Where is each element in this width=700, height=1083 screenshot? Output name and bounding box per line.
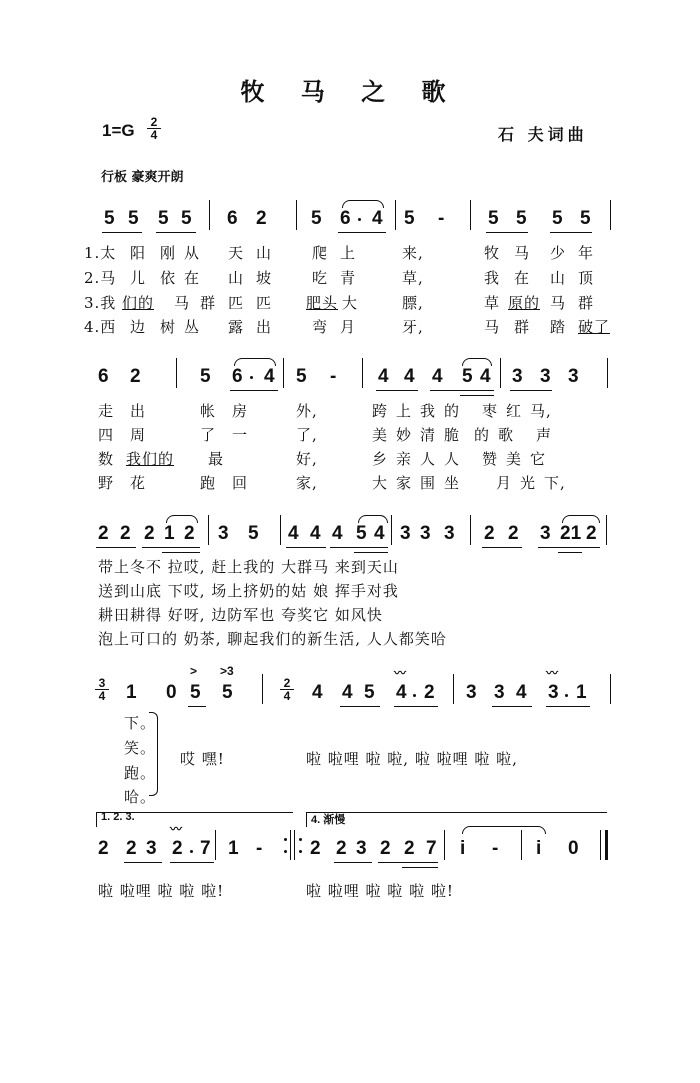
note: 4 [372,208,383,229]
note: 6 [98,366,109,387]
lyrics-verse-4-line-1: 4.西 边 树 丛 露 出 弯 月 牙, 马 群 踏 破了 [84,318,611,336]
note: 3 [540,366,551,387]
tempo-marking: 行板 豪爽开朗 [101,170,184,185]
lyrics-verse-1-line-1: 1.太 阳 刚 从 天 山 爬 上 来, 牧 马 少 年 [84,244,595,262]
note: 0 [166,682,177,703]
lyrics-verse-3-line-3: 耕田耕得 好呀, 边防军也 夸奖它 如风快 [98,606,383,624]
note: 4 [378,366,389,387]
note: 2 [484,523,495,544]
note: 4 [396,682,407,703]
note: 4 [432,366,443,387]
lyrics-verse-1-line-2: 走 出 帐 房 外, 跨 上 我 的 枣 红 马, [98,402,552,420]
note: 3 [466,682,477,703]
note: 5 [190,682,201,703]
note: 2 [336,838,347,859]
note: 4 [288,523,299,544]
key-signature: 1=G [102,121,135,140]
note: 3 [400,523,411,544]
note: 0 [568,838,579,859]
note: 4 [404,366,415,387]
time-bottom: 4 [150,128,158,142]
sheet-music-page: 牧 马 之 歌 1=G 2 4 石 夫词曲 行板 豪爽开朗 5 5 5 5 6 2 5 6 4 5 - 5 5 5 5 1.太 阳 刚 从 天 山 爬 上 来, 牧 马 少 年 2.马 儿 依 在 山 坡 吃 青 草, 我 在 山 顶 3.我 们的 马 群 匹 匹 肥头 大 膘, 草 原的 马 群 4.西 边 树 丛 露 出 弯 月 牙, 马 群 踏 破了 6 2 5 6 4 5 - 4 4 4 5 4 3 3 3 走 出 帐 房 外, 跨 上 我 的 枣 红 马, 四 周 了 一 了, 美 妙 清 脆 的 歌 声 数 我们的 最 好, 乡 亲 人 人 赞 美 它 野 花 跑 回 家, 大 家 围 坐 月 光 下, 2 2 2 1 2 3 5 4 4 4 5 4 3 3 3 2 2 3 21 2 带上冬不 拉哎, 赶上我的 大群马 来到天山 送到山底 下哎, 场上挤奶的姑 娘 挥手对我 耕田耕得 好呀, 边防军也 夸奖它 如风快 泡上可口的 奶茶, 聊起我们的新生活, 人人都笑哈 3 4 2 4 1 0 5 5 4 4 5 4 2 3 3 4 3 1 > >3 〰 〰 下。 笑。 跑。 哈。 哎 嘿! 啦 啦哩 啦 啦, 啦 啦哩 啦 啦, 1. 2. 3. 4. 渐慢 2 2 3 2 7 1 - 2 2 3 2 2 7 i - i 0 〰 啦 啦哩 啦 啦 啦! 啦 啦哩 啦 啦 啦 啦! [0,0,700,1083]
note: 5 [516,208,527,229]
note: 5 [200,366,211,387]
note: 4 [264,366,275,387]
lyrics-verse-1-line-3: 带上冬不 拉哎, 赶上我的 大群马 来到天山 [98,558,399,576]
note: 3 [146,838,157,859]
note: 2 [144,523,155,544]
note: 4 [312,682,323,703]
note: i [536,838,542,859]
note: 4 [332,523,343,544]
note: 3 [218,523,229,544]
note: - [330,366,337,387]
note: 5 [488,208,499,229]
fourth-ending-bracket: 4. 渐慢 [306,812,607,827]
ending-verse-1: 下。 [124,714,157,732]
note: 7 [200,838,211,859]
ending-verse-3: 跑。 [124,764,157,782]
note: 2 [508,523,519,544]
lyrics-verse-3-line-2: 数 我们的 最 好, 乡 亲 人 人 赞 美 它 [98,450,547,468]
note: 2 [98,838,109,859]
note: 2 [126,838,137,859]
note: 5 [104,208,115,229]
time-signature-2-4: 2 4 [278,677,296,702]
note: - [438,208,445,229]
lyrics-verse-2-line-3: 送到山底 下哎, 场上挤奶的姑 娘 挥手对我 [98,582,399,600]
note: 5 [404,208,415,229]
time-top: 2 [150,115,158,129]
note: 5 [296,366,307,387]
shout-lyric: 哎 嘿! [180,750,225,768]
note: 5 [248,523,259,544]
note: 4 [310,523,321,544]
note: 4 [342,682,353,703]
note: 5 [364,682,375,703]
note: 2 [380,838,391,859]
note: 2 [256,208,267,229]
note: 2 [130,366,141,387]
note: 2 [120,523,131,544]
note: 5 [311,208,322,229]
la-lyric-line-4: 啦 啦哩 啦 啦, 啦 啦哩 啦 啦, [306,750,518,768]
first-ending-bracket: 1. 2. 3. [96,812,293,827]
ending-verse-2: 笑。 [124,739,157,757]
note: 2 [184,523,195,544]
note: 2 [404,838,415,859]
notes-line-5 [0,838,700,868]
note: 3 [512,366,523,387]
note: 5 [580,208,591,229]
note: 3 [494,682,505,703]
notes-line-3 [0,523,700,553]
note: - [492,838,499,859]
note: 5 [552,208,563,229]
time-signature [145,116,163,141]
note: 5 [222,682,233,703]
ending-verse-4: 哈。 [124,788,157,806]
note: 5 [181,208,192,229]
note: - [256,838,263,859]
notes-line-4 [0,682,700,712]
note: 6 [340,208,351,229]
note: 5 [462,366,473,387]
note: 2 [310,838,321,859]
note: 4 [374,523,385,544]
note: 3 [420,523,431,544]
note: 21 [560,523,582,544]
note: i [460,838,466,859]
note: 5 [356,523,367,544]
note: 1 [164,523,175,544]
note: 4 [516,682,527,703]
note: 1 [576,682,587,703]
note: 3 [356,838,367,859]
note: 5 [158,208,169,229]
note: 2 [98,523,109,544]
note: 4 [480,366,491,387]
lyrics-verse-4-line-3: 泡上可口的 奶茶, 聊起我们的新生活, 人人都笑哈 [98,630,447,648]
time-signature-3-4: 3 4 [93,677,111,702]
lyrics-verse-2-line-1: 2.马 儿 依 在 山 坡 吃 青 草, 我 在 山 顶 [84,269,595,287]
la-lyric-ending-1: 啦 啦哩 啦 啦 啦! [98,882,225,900]
note: 6 [227,208,238,229]
note: 2 [172,838,183,859]
la-lyric-ending-4: 啦 啦哩 啦 啦 啦 啦! [306,882,454,900]
note: 1 [228,838,239,859]
lyrics-verse-3-line-1: 3.我 们的 马 群 匹 匹 肥头 大 膘, 草 原的 马 群 [84,294,595,312]
lyrics-verse-2-line-2: 四 周 了 一 了, 美 妙 清 脆 的 歌 声 [98,426,553,444]
song-title: 牧 马 之 歌 [240,77,460,106]
note: 2 [586,523,597,544]
lyrics-verse-4-line-2: 野 花 跑 回 家, 大 家 围 坐 月 光 下, [98,474,566,492]
note: 3 [540,523,551,544]
note: 5 [128,208,139,229]
note: 7 [426,838,437,859]
note: 1 [126,682,137,703]
notes-line-1 [0,208,700,238]
note: 3 [568,366,579,387]
note: 3 [548,682,559,703]
note: 6 [232,366,243,387]
notes-line-2 [0,366,700,396]
note: 2 [424,682,435,703]
note: 3 [444,523,455,544]
author-credit: 石 夫词曲 [498,125,588,144]
